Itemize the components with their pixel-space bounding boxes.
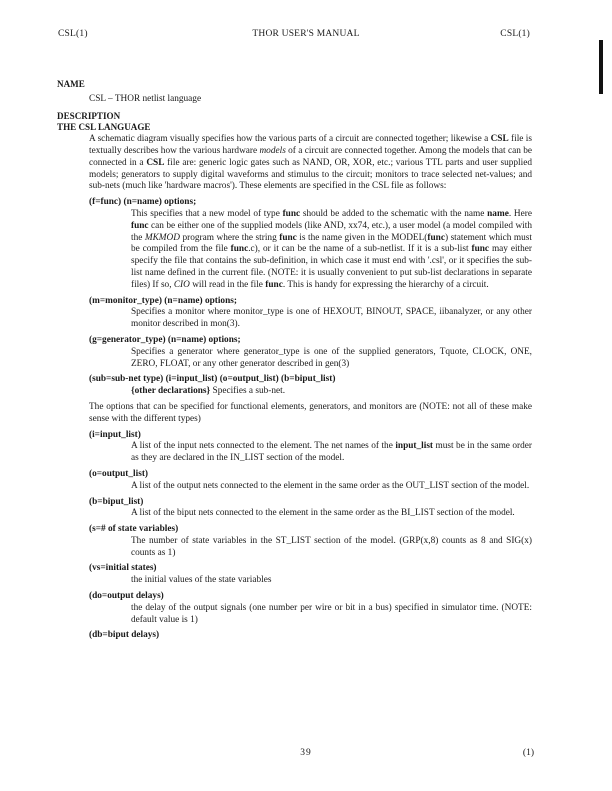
monitor-term: (m=monitor_type) (n=name) options; [89, 295, 237, 306]
initial-states-desc: the initial values of the state variables [131, 575, 272, 586]
biput-list-term: (b=biput_list) [89, 496, 144, 507]
output-list-entry [89, 469, 532, 493]
generator-entry [89, 335, 532, 370]
func-desc: This specifies that a new model of type func should be added to the schematic with the name name. Here func can be either one of the supplied models (like AND, xx74, etc.), a user model (a model compiled with the MKMOD program where the string func is the name given in the MODEL(func) statement which must be compiled from the file func.c), or it can be the name of a sub-netlist. If it is a sub-list func may either specify the file that contains the sub-definition, in which case it must end with '.csl', or it specifies the sub-list name defined in the current file. (NOTE: it is usually convenient to put sub-list declarations in separate files) If so, CIO will read in the file func. This is handy for expressing the hierarchy of a circuit. [131, 208, 533, 290]
input-list-entry [89, 430, 532, 465]
name-text: CSL – THOR netlist language [89, 93, 202, 104]
biput-list-desc: A list of the biput nets connected to the element in the same order as the BI_LIST section of the model. [131, 508, 515, 519]
page-body [57, 79, 532, 642]
monitor-entry [89, 296, 532, 331]
state-vars-term: (s=# of state variables) [89, 524, 179, 535]
initial-states-term: (vs=initial states) [89, 563, 157, 574]
func-entry [89, 197, 532, 291]
state-vars-desc: The number of state variables in the ST_LIST section of the model. (GRP(x,8) counts as 8 and SIG(x) counts as 1) [131, 535, 532, 558]
input-list-desc: A list of the input nets connected to the element. The net names of the input_list must be in the same order as they are declared in the IN_LIST section of the model. [131, 441, 533, 464]
state-vars-entry [89, 524, 532, 559]
page-number: 39 [300, 748, 312, 758]
intro-paragraph: A schematic diagram visually specifies how the various parts of a circuit are connected together; likewise a CSL file is textually describes how the various hardware models of a circuit are connected together. Among the models that can be connected in a CSL file are: generic logic gates such as NAND, OR, XOR, etc.; various TTL parts and user supplied models; generators to supply digital waveforms and stimulus to the circuit; monitors to trace selected net-values; and sub-nets (much like 'hardware macros'). These elements are specified in the CSL file as follows: [89, 134, 532, 192]
header-left: CSL(1) [58, 29, 88, 39]
initial-states-entry [89, 563, 532, 587]
subnet-entry [89, 374, 532, 398]
func-term: (f=func) (n=name) options; [89, 197, 197, 208]
change-bar [599, 40, 603, 94]
output-list-desc: A list of the output nets connected to the element in the same order as the OUT_LIST section of the model. [131, 480, 530, 491]
subnet-desc: {other declarations} Specifies a sub-net. [131, 386, 286, 397]
footer-section: (1) [522, 748, 534, 758]
input-list-term: (i=input_list) [89, 429, 141, 440]
output-delays-term: (do=output delays) [89, 591, 164, 602]
biput-delays-term: (db=biput delays) [89, 630, 160, 641]
generator-desc: Specifies a generator where generator_type is one of the supplied generators, Tquote, CLOCK, ONE, ZERO, FLOAT, or any other generator described in gen(3) [131, 346, 532, 369]
options-intro: The options that can be specified for functional elements, generators, and monitors are (NOTE: not all of these make sense with the different types) [89, 401, 532, 424]
generator-term: (g=generator_type) (n=name) options; [89, 334, 241, 345]
output-list-term: (o=output_list) [89, 468, 149, 479]
output-delays-desc: the delay of the output signals (one number per wire or bit in a bus) specified in simulator time. (NOTE: default value is 1) [131, 602, 532, 625]
description-heading: DESCRIPTION [57, 110, 121, 121]
output-delays-entry [89, 591, 532, 626]
header-right: CSL(1) [500, 29, 530, 39]
name-heading: NAME [57, 79, 85, 89]
csl-language-heading: THE CSL LANGUAGE [57, 122, 151, 133]
header-title: THOR USER'S MANUAL [252, 29, 360, 39]
monitor-desc: Specifies a monitor where monitor_type is one of HEXOUT, BINOUT, SPACE, iibanalyzer, or any other monitor described in mon(3). [131, 307, 532, 330]
biput-delays-entry [89, 630, 532, 642]
subnet-term: (sub=sub-net type) (i=input_list) (o=output_list) (b=biput_list) [89, 374, 336, 385]
biput-list-entry [89, 497, 532, 521]
